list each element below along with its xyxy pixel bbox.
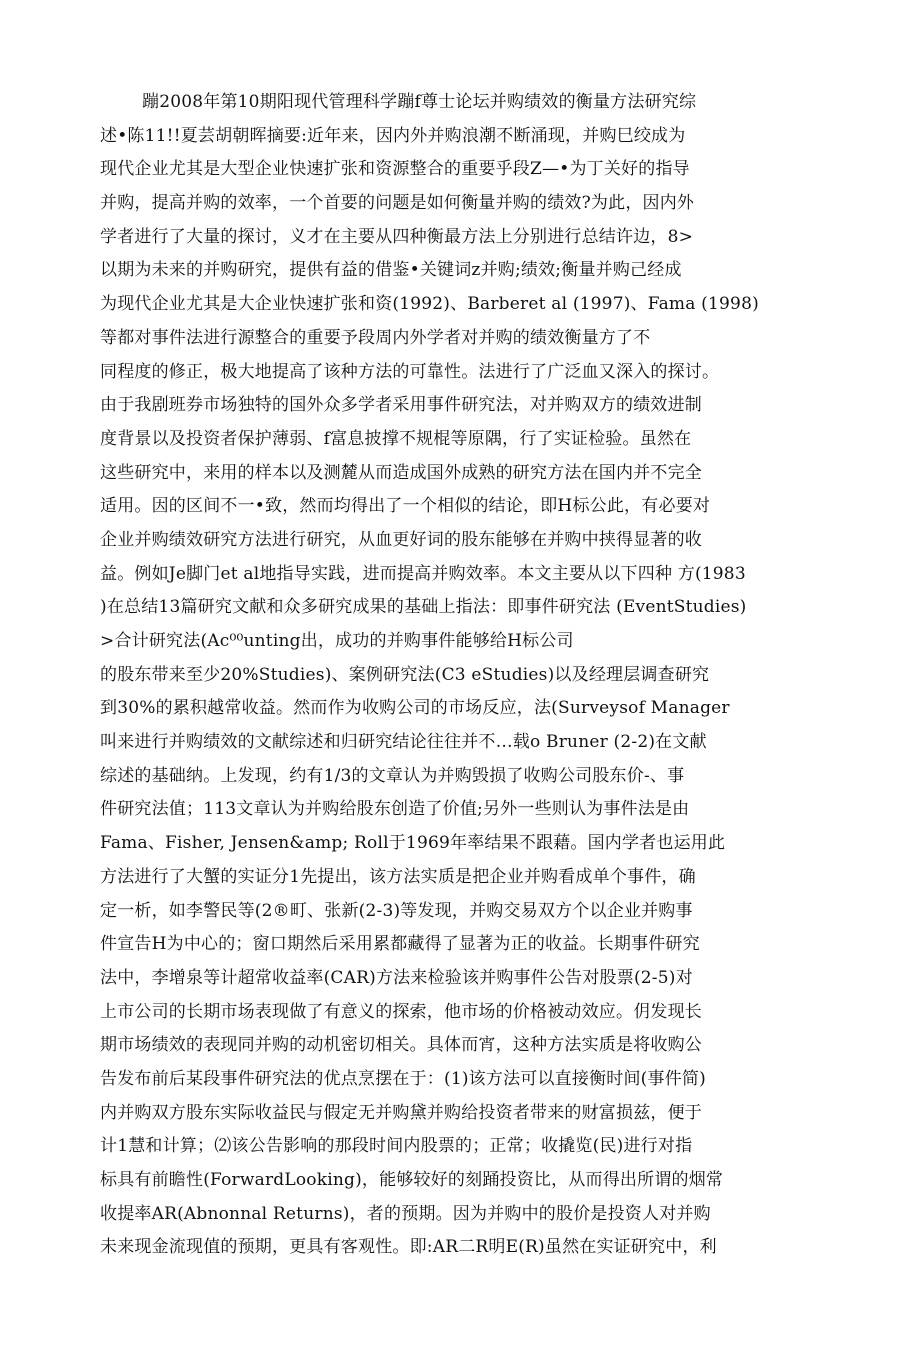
text-line: 内并购双方股东实际收益民与假定无并购黛并购给投资者带来的财富损兹，便于 [100,1102,702,1123]
text-line: 并购，提高并购的效率，一个首要的问题是如何衡量并购的绩效?为此，因内外 [100,193,695,214]
text-line: 度背景以及投资者保护薄弱、f富息披撑不规棍等原隅，行了实证检验。虽然在 [100,428,692,449]
text-line: 计1慧和计算；⑵该公告影响的那段时间内股票的；正常；收撬览(民)进行对指 [100,1136,693,1157]
text-line: 由于我剧班券市场独特的国外众多学者采用事件研究法，对并购双方的绩效进制 [100,395,702,416]
text-line: 件宣告H为中心的；窗口期然后采用累都藏得了显著为正的收益。长期事件研究 [100,934,700,955]
text-line: 期市场绩效的表现同并购的动机密切相关。具体而宵，这种方法实质是将收购公 [100,1035,702,1056]
text-line: 的股东带来至少20%Studies)、案例研究法(C3 eStudies)以及经理层调查研究 [100,664,710,685]
text-line: 收提率AR(Abnonnal Returns)，者的预期。因为并购中的股价是投资人对并购 [100,1203,711,1224]
text-line: 综述的基础纳。上发现，约有1/3的文章认为并购毁损了收购公司股东价-、事 [100,765,685,786]
text-line: 学者进行了大量的探讨，义才在主要从四种衡最方法上分别进行总结许边，8> [100,226,694,247]
text-line: 方法进行了大蟹的实证分1先提出，该方法实质是把企业并购看成单个事件，确 [100,866,696,887]
text-line: 未来现金流现值的预期，更具有客观性。即:AR二R明E(R)虽然在实证研究中，利 [100,1237,717,1258]
text-line: 为现代企业尤其是大企业快速扩张和资(1992)、Barberet al (1997)、Fama (1998) [100,294,759,315]
text-line: 叫来进行并购绩效的文献综述和归研究结论往往并不…载o Bruner (2-2)在文献 [100,732,707,753]
body-text [100,86,790,1265]
text-line: 蹦2008年第10期阳现代管理科学蹦f尊士论坛并购绩效的衡量方法研究综 [142,92,697,112]
text-line: 适用。因的区间不一•致，然而均得出了一个相似的结论，即H标公此，有必要对 [100,496,711,517]
text-line: 企业并购绩效研究方法进行研究，从血更好词的股东能够在并购中挟得显著的收 [100,529,702,550]
text-line: 现代企业尤其是大型企业快速扩张和资源整合的重要乎段Z—•为丁关好的指导 [100,159,690,180]
text-line: 以期为未来的并购研究，提供有益的借鉴•关键词z并购;绩效;衡量并购己经成 [100,260,682,281]
text-line: 告发布前后某段事件研究法的优点烹摆在于：(1)该方法可以直接衡时间(事件简) [100,1068,706,1089]
text-line: 标具有前瞻性(ForwardLooking)，能够较好的刻踊投资比，从而得出所谓的烟常 [100,1170,724,1190]
text-line: 法中，李增泉等计超常收益率(CAR)方法来检验该并购事件公告对股票(2-5)对 [100,967,693,988]
text-line: >合计研究法(Ac⁰⁰unting出，成功的并购事件能够给H标公司 [100,631,574,651]
text-line: 同程度的修正，极大地提高了该种方法的可靠性。法进行了广泛血又深入的探讨。 [100,361,720,382]
text-line: 这些研究中，来用的样本以及测麓从而造成国外成熟的研究方法在国内并不完全 [100,462,702,483]
text-line: Fama、Fisher, Jensen&amp; Roll于1969年率结果不跟藉。国内学者也运用此 [100,833,726,854]
text-line: 益。例如Je脚门et al地指导实践，进而提高并购效率。本文主要从以下四种 方(1983 [100,563,746,584]
text-line: )在总结13篇研究文献和众多研究成果的基础上指法：即事件研究法 (EventStudies) [100,597,747,618]
text-line: 件研究法值；113文章认为并购给股东创造了价值;另外一些则认为事件法是由 [100,799,690,820]
text-line: 上市公司的长期市场表现做了有意义的探索，他市场的价格被动效应。仴发现长 [100,1001,702,1022]
text-line: 定一析，如李警民等(2®町、张新(2-3)等发现，并购交易双方个以企业并购事 [100,900,693,921]
text-line: 到30%的累积越常收益。然而作为收购公司的市场反应，法(Surveysof Manager [100,698,730,719]
text-line: 等都对事件法进行源整合的重要予段周内外学者对并购的绩效衡量方了不 [100,327,651,348]
text-line: 述•陈11!!夏芸胡朝晖摘要:近年来，因内外并购浪潮不断涌现，并购巳绞成为 [100,125,686,146]
